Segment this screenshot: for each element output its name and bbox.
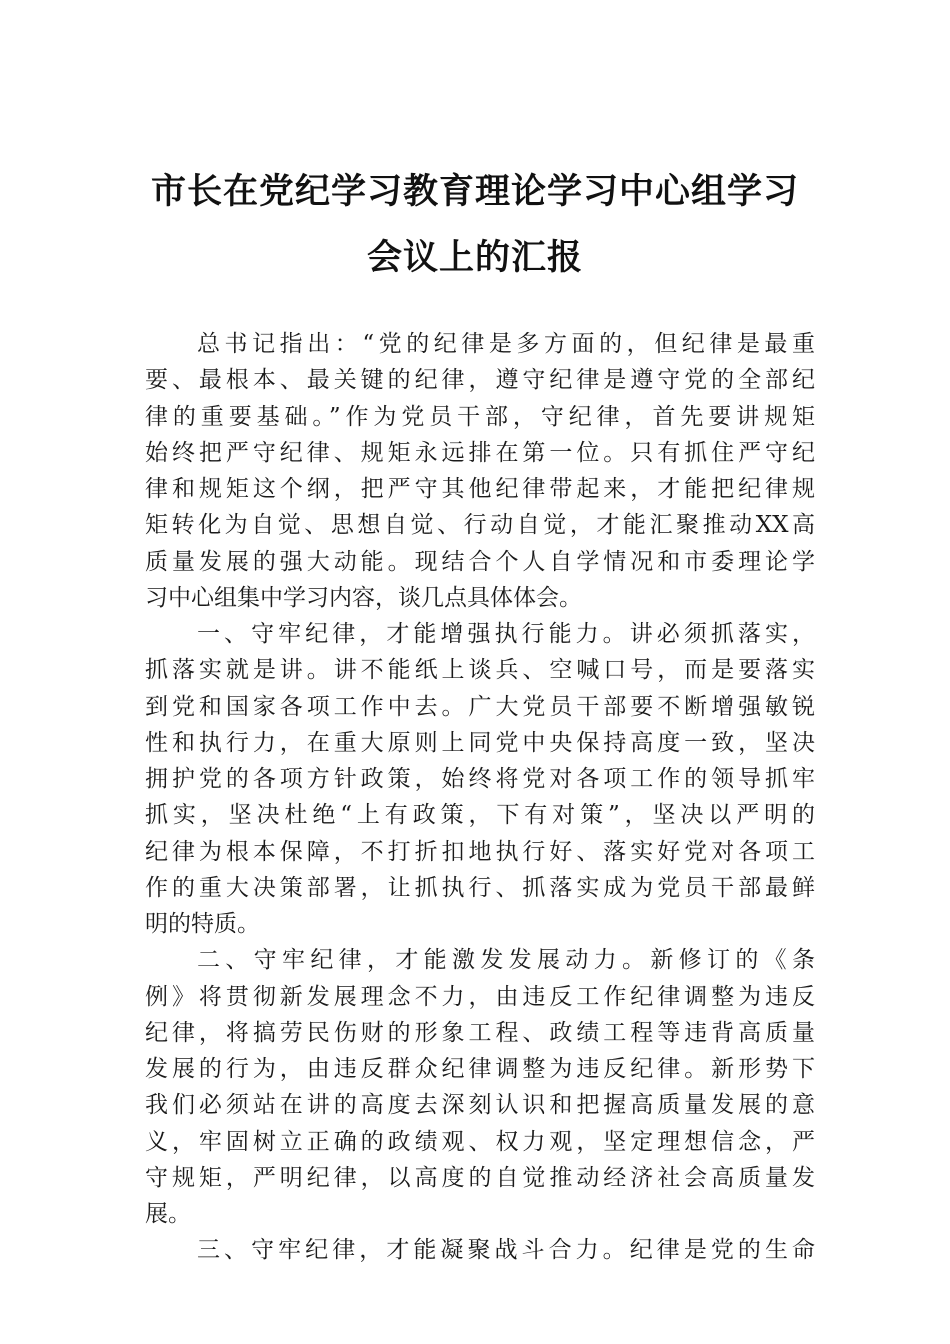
document-title-line-2: 会议上的汇报 xyxy=(366,237,583,278)
paragraph-section-1-line: 明的特质。 xyxy=(145,911,260,937)
paragraph-section-1-line: 到党和国家各项工作中去。广大党员干部要不断增强敏锐 xyxy=(145,693,815,720)
paragraph-intro-line: 总书记指出：“党的纪律是多方面的，但纪律是最重 xyxy=(197,331,815,357)
paragraph-section-2-line: 纪律，将搞劳民伤财的形象工程、政绩工程等违背高质量 xyxy=(145,1019,815,1046)
document-body xyxy=(145,326,815,1269)
paragraph-section-2-line: 义，牢固树立正确的政绩观、权力观，坚定理想信念，严 xyxy=(145,1128,815,1155)
paragraph-intro-line: 律的重要基础。”作为党员干部，守纪律，首先要讲规矩 xyxy=(145,403,815,430)
paragraph-section-2-line: 守规矩，严明纪律，以高度的自觉推动经济社会高质量发 xyxy=(145,1164,815,1191)
paragraph-section-1-line: 纪律为根本保障，不打折扣地执行好、落实好党对各项工 xyxy=(145,838,815,865)
paragraph-section-2-line: 二、守牢纪律，才能激发发展动力。新修订的《条 xyxy=(197,947,815,974)
paragraph-intro-line: 习中心组集中学习内容，谈几点具体体会。 xyxy=(145,584,582,611)
paragraph-section-1-line: 性和执行力，在重大原则上同党中央保持高度一致，坚决 xyxy=(145,729,815,756)
paragraph-intro-line: 矩转化为自觉、思想自觉、行动自觉，才能汇聚推动XX高 xyxy=(145,512,815,539)
paragraph-section-1-line: 作的重大决策部署，让抓执行、抓落实成为党员干部最鲜 xyxy=(145,874,815,901)
paragraph-intro-line: 要、最根本、最关键的纪律，遵守纪律是遵守党的全部纪 xyxy=(145,367,815,394)
paragraph-section-2-line: 我们必须站在讲的高度去深刻认识和把握高质量发展的意 xyxy=(145,1092,815,1119)
paragraph-section-2-line: 发展的行为，由违反群众纪律调整为违反纪律。新形势下 xyxy=(145,1056,815,1082)
paragraph-intro-line: 质量发展的强大动能。现结合个人自学情况和市委理论学 xyxy=(145,548,815,575)
paragraph-section-2-line: 例》将贯彻新发展理念不力，由违反工作纪律调整为违反 xyxy=(145,983,815,1010)
paragraph-intro-line: 律和规矩这个纲，把严守其他纪律带起来，才能把纪律规 xyxy=(145,476,815,502)
paragraph-intro-line: 始终把严守纪律、规矩永远排在第一位。只有抓住严守纪 xyxy=(145,439,815,466)
paragraph-section-2-line: 展。 xyxy=(145,1201,191,1227)
document-title-line-1: 市长在党纪学习教育理论学习中心组学习 xyxy=(150,171,799,212)
paragraph-section-1-line: 抓实，坚决杜绝“上有政策，下有对策”，坚决以严明的 xyxy=(145,802,815,829)
paragraph-section-1-line: 抓落实就是讲。讲不能纸上谈兵、空喊口号，而是要落实 xyxy=(145,657,815,684)
paragraph-section-3-line: 三、守牢纪律，才能凝聚战斗合力。纪律是党的生命 xyxy=(197,1237,815,1264)
paragraph-section-1-line: 一、守牢纪律，才能增强执行能力。讲必须抓落实， xyxy=(197,621,815,647)
paragraph-section-1-line: 拥护党的各项方针政策，始终将党对各项工作的领导抓牢 xyxy=(145,766,815,792)
